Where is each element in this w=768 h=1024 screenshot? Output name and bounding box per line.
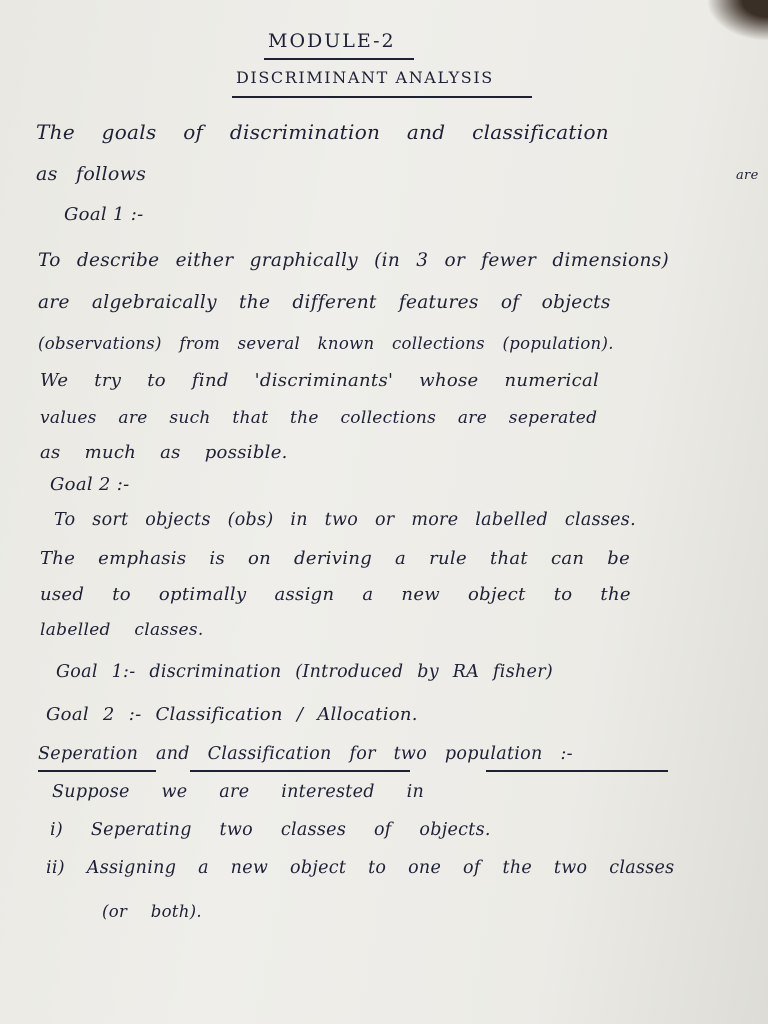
text-line-6: (observations) from several known collections (population). (38, 334, 614, 353)
text-line-19: Suppose we are interested in (52, 782, 425, 802)
section-heading-underline-3 (486, 770, 668, 772)
subject-heading: DISCRIMINANT ANALYSIS (236, 68, 494, 87)
text-line-12: The emphasis is on deriving a rule that can be (40, 548, 631, 569)
text-line-2: as follows (36, 163, 147, 185)
module-heading-underline (264, 58, 414, 60)
text-line-9: as much as possible. (40, 442, 288, 463)
text-line-1: The goals of discrimination and classification (36, 120, 609, 144)
text-line-4: To describe either graphically (in 3 or fewer dimensions) (38, 250, 670, 271)
section-heading-underline-1 (38, 770, 156, 772)
section-heading: Seperation and Classification for two population :- (38, 744, 573, 764)
goal-2-summary: Goal 2 :- Classification / Allocation. (46, 704, 418, 725)
text-line-22: (or both). (102, 902, 202, 921)
text-line-8: values are such that the collections are seperated (40, 408, 598, 428)
subject-heading-underline (232, 96, 532, 98)
page-corner-shadow (708, 0, 768, 40)
module-heading: MODULE-2 (268, 30, 396, 52)
section-heading-underline-2 (190, 770, 410, 772)
text-line-21: ii) Assigning a new object to one of the two classes (46, 858, 675, 878)
text-line-20: i) Seperating two classes of objects. (50, 820, 491, 840)
text-line-7: We try to find 'discriminants' whose numerical (40, 370, 600, 391)
goal-1-label: Goal 1 :- (64, 204, 144, 225)
text-line-14: labelled classes. (40, 620, 204, 640)
goal-2-label: Goal 2 :- (50, 474, 130, 495)
goal-1-summary: Goal 1:- discrimination (Introduced by RA fisher) (56, 662, 553, 682)
text-line-5: are algebraically the different features of objects (38, 292, 611, 313)
text-line-11: To sort objects (obs) in two or more labelled classes. (54, 510, 636, 530)
text-line-1b: are (736, 168, 759, 183)
text-line-13: used to optimally assign a new object to the (40, 584, 631, 605)
